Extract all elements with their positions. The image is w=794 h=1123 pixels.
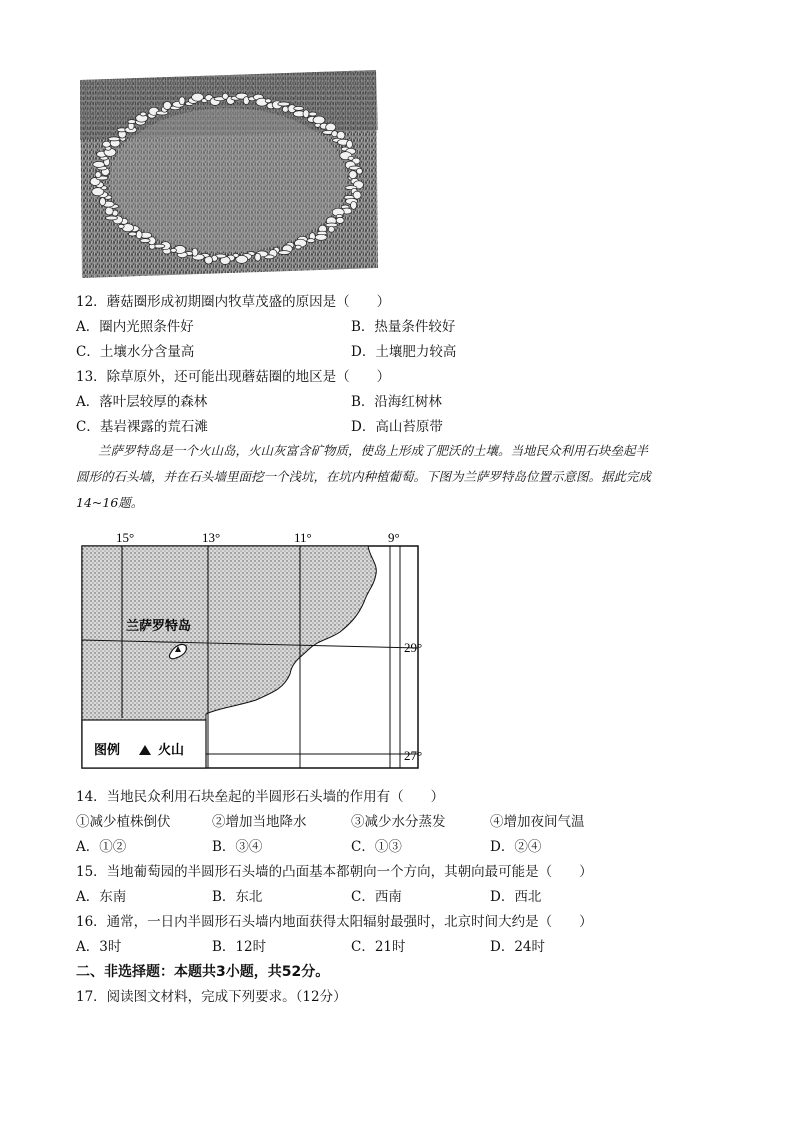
question-15-option-d: D．西北 — [490, 889, 542, 905]
lon-label-13: 13° — [202, 530, 221, 545]
lat-label-29: 29° — [404, 640, 423, 655]
fairy-ring-photo — [78, 70, 378, 278]
passage-line-2: 圆形的石头墙，并在石头墙里面挖一个浅坑，在坑内种植葡萄。下图为兰萨罗特岛位置示意图。据此完成 — [76, 469, 652, 484]
question-12-option-d: D．土壤肥力较高 — [351, 344, 457, 360]
question-14-stem: 14．当地民众利用石块垒起的半圆形石头墙的作用有（ ） — [76, 789, 445, 805]
passage-line-3: 14~16题。 — [76, 495, 144, 510]
question-17-stem: 17．阅读图文材料，完成下列要求。（12分） — [76, 989, 347, 1005]
lanzarote-location-map — [78, 528, 423, 774]
question-14-option-a: A．①② — [76, 839, 127, 855]
question-14-statement-1: ①减少植株倒伏 — [76, 814, 171, 830]
island-label: 兰萨罗特岛 — [126, 619, 192, 634]
question-12-stem: 12．蘑菇圈形成初期圈内牧草茂盛的原因是（ ） — [76, 294, 391, 310]
question-12-option-c: C．土壤水分含量高 — [76, 344, 195, 360]
question-16-option-b: B．12时 — [212, 939, 267, 955]
question-13-option-a: A．落叶层较厚的森林 — [76, 394, 208, 410]
question-13-option-d: D．高山苔原带 — [351, 419, 443, 435]
question-14-option-b: B．③④ — [212, 839, 263, 855]
lon-label-11: 11° — [294, 530, 312, 545]
passage-text — [76, 438, 718, 516]
question-14-option-d: D．②④ — [490, 839, 542, 855]
legend-volcano-label: 火山 — [158, 743, 185, 758]
question-15-option-a: A．东南 — [76, 889, 127, 905]
passage-line-1: 兰萨罗特岛是一个火山岛，火山灰富含矿物质，使岛上形成了肥沃的土壤。当地民众利用石块垒起半 — [98, 443, 649, 458]
question-12-option-a: A．圈内光照条件好 — [76, 319, 194, 335]
question-16-option-d: D．24时 — [490, 939, 546, 955]
lon-label-15: 15° — [116, 530, 135, 545]
question-16-option-c: C．21时 — [351, 939, 406, 955]
question-16-stem: 16．通常，一日内半圆形石头墙内地面获得太阳辐射最强时，北京时间大约是（ ） — [76, 914, 593, 930]
question-14-statement-4: ④增加夜间气温 — [490, 814, 585, 830]
lat-label-27: 27° — [404, 748, 423, 763]
question-16-option-a: A．3时 — [76, 939, 122, 955]
legend-title: 图例 — [94, 743, 121, 758]
question-14-option-c: C．①③ — [351, 839, 402, 855]
lon-label-9: 9° — [388, 530, 400, 545]
question-14-statement-3: ③减少水分蒸发 — [351, 814, 446, 830]
question-12-option-b: B．热量条件较好 — [351, 319, 456, 335]
question-13-stem: 13．除草原外，还可能出现蘑菇圈的地区是（ ） — [76, 369, 391, 385]
section-2-heading: 二、非选择题：本题共3小题，共52分。 — [76, 964, 330, 980]
question-15-option-c: C．西南 — [351, 889, 402, 905]
question-13-option-c: C．基岩裸露的荒石滩 — [76, 419, 208, 435]
question-15-option-b: B．东北 — [212, 889, 263, 905]
question-15-stem: 15．当地葡萄园的半圆形石头墙的凸面基本都朝向一个方向，其朝向最可能是（ ） — [76, 864, 593, 880]
question-13-option-b: B．沿海红树林 — [351, 394, 442, 410]
question-14-statement-2: ②增加当地降水 — [212, 814, 307, 830]
